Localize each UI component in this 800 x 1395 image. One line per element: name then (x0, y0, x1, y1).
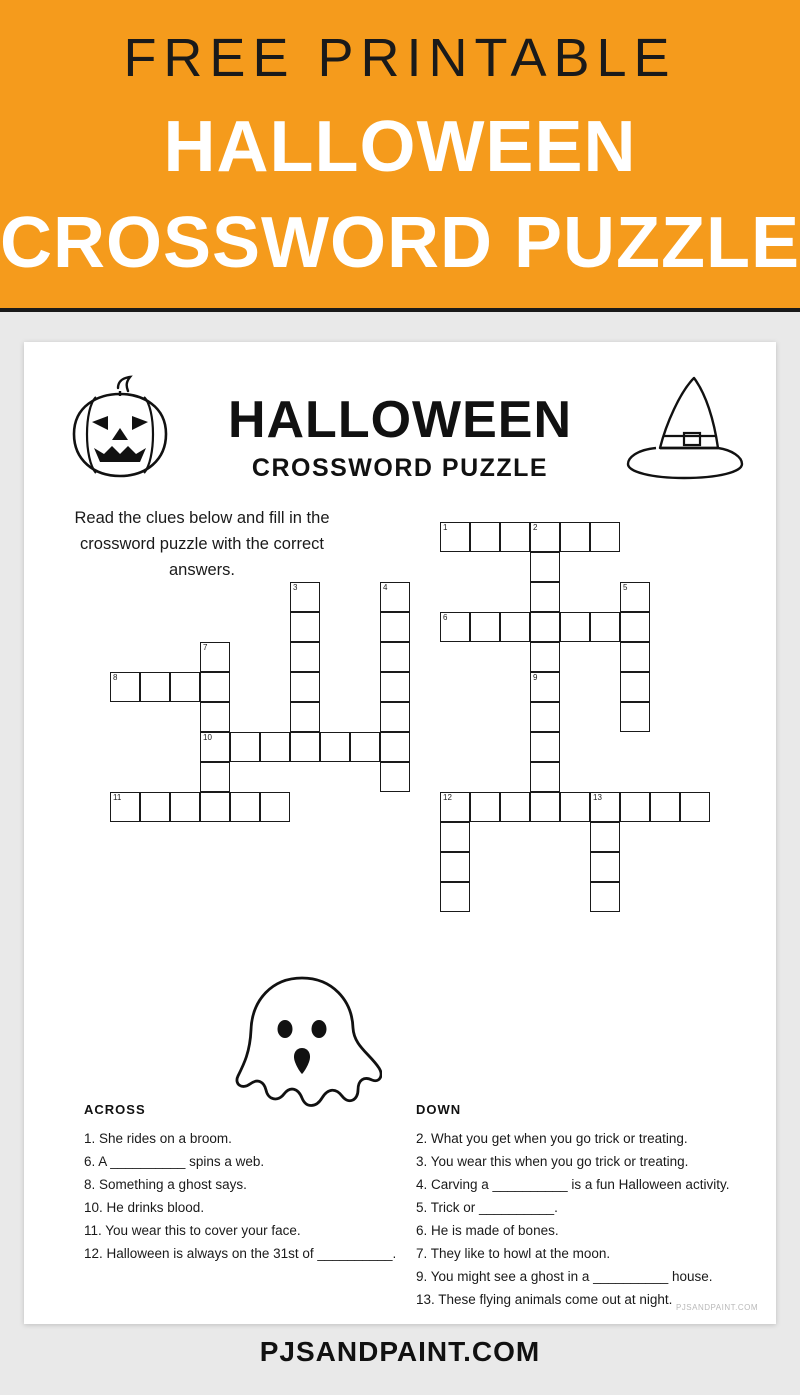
crossword-cell[interactable] (140, 792, 170, 822)
crossword-cell[interactable] (530, 792, 560, 822)
crossword-cell[interactable] (470, 792, 500, 822)
crossword-cell[interactable] (500, 792, 530, 822)
crossword-cell-number: 3 (293, 583, 298, 592)
crossword-cell[interactable] (530, 702, 560, 732)
crossword-cell[interactable] (380, 582, 410, 612)
worksheet-title: HALLOWEEN (227, 391, 573, 449)
crossword-cell[interactable] (470, 612, 500, 642)
clue-item: 7. They like to howl at the moon. (416, 1246, 611, 1261)
crossword-cell[interactable] (590, 882, 620, 912)
crossword-cell[interactable] (470, 522, 500, 552)
crossword-cell[interactable] (560, 612, 590, 642)
worksheet-instructions: Read the clues below and fill in the crossword puzzle with the correct answers. (74, 509, 330, 579)
clue-item: 9. You might see a ghost in a __________ house. (416, 1269, 713, 1284)
crossword-cell[interactable] (290, 642, 320, 672)
crossword-cell[interactable] (590, 852, 620, 882)
crossword-cell[interactable] (380, 732, 410, 762)
clue-item: 10. He drinks blood. (84, 1200, 205, 1215)
crossword-cell[interactable] (440, 822, 470, 852)
crossword-cell[interactable] (590, 792, 620, 822)
crossword-cell[interactable] (530, 642, 560, 672)
watermark: PJSANDPAINT.COM (675, 1303, 758, 1312)
crossword-cell[interactable] (440, 792, 470, 822)
crossword-cell[interactable] (530, 612, 560, 642)
clue-item: 2. What you get when you go trick or treating. (416, 1131, 688, 1146)
clue-item: 12. Halloween is always on the 31st of __________. (84, 1246, 397, 1261)
clue-item: 6. A __________ spins a web. (84, 1154, 265, 1169)
crossword-cell[interactable] (110, 792, 140, 822)
crossword-cell-number: 10 (203, 733, 212, 742)
crossword-cell[interactable] (200, 732, 230, 762)
crossword-cell[interactable] (440, 522, 470, 552)
crossword-cell[interactable] (140, 672, 170, 702)
clues-down-heading: DOWN (416, 1102, 462, 1117)
crossword-cell-number: 6 (443, 613, 448, 622)
crossword-cell[interactable] (650, 792, 680, 822)
crossword-cell[interactable] (500, 612, 530, 642)
crossword-cell-number: 11 (113, 793, 122, 802)
crossword-cell[interactable] (290, 582, 320, 612)
crossword-cell[interactable] (530, 522, 560, 552)
banner-line-free-printable: FREE PRINTABLE (123, 28, 677, 88)
crossword-cell[interactable] (350, 732, 380, 762)
crossword-cell[interactable] (590, 822, 620, 852)
jack-o-lantern-icon (60, 374, 180, 484)
crossword-cell[interactable] (290, 732, 320, 762)
crossword-cell-number: 13 (593, 793, 602, 802)
crossword-cell[interactable] (620, 582, 650, 612)
crossword-cell[interactable] (620, 642, 650, 672)
banner-line-halloween: HALLOWEEN (163, 107, 637, 187)
crossword-cell[interactable] (200, 642, 230, 672)
crossword-cell[interactable] (320, 732, 350, 762)
clue-item: 8. Something a ghost says. (84, 1177, 247, 1192)
crossword-cell-number: 12 (443, 793, 452, 802)
clue-item: 1. She rides on a broom. (84, 1131, 232, 1146)
crossword-cell[interactable] (200, 672, 230, 702)
clues-across (84, 1102, 414, 1265)
clues-down (416, 1102, 746, 1311)
crossword-cell[interactable] (260, 792, 290, 822)
witch-hat-icon (622, 370, 750, 490)
crossword-cell[interactable] (110, 672, 140, 702)
crossword-cell[interactable] (290, 672, 320, 702)
clue-item: 5. Trick or __________. (416, 1200, 558, 1215)
crossword-cell[interactable] (530, 732, 560, 762)
crossword-cell[interactable] (440, 612, 470, 642)
crossword-cell[interactable] (530, 672, 560, 702)
clue-item: 13. These flying animals come out at night. (416, 1292, 673, 1307)
crossword-cell[interactable] (440, 852, 470, 882)
crossword-cell[interactable] (380, 642, 410, 672)
crossword-cell[interactable] (380, 612, 410, 642)
crossword-cell[interactable] (530, 582, 560, 612)
crossword-cell[interactable] (560, 522, 590, 552)
crossword-cell[interactable] (560, 792, 590, 822)
crossword-cell[interactable] (590, 612, 620, 642)
crossword-cell[interactable] (680, 792, 710, 822)
banner-line-crossword-puzzle: CROSSWORD PUZZLE (0, 203, 800, 283)
crossword-cell[interactable] (290, 612, 320, 642)
crossword-cell[interactable] (200, 762, 230, 792)
crossword-cell[interactable] (380, 762, 410, 792)
clue-item: 6. He is made of bones. (416, 1223, 559, 1238)
crossword-cell-number: 4 (383, 583, 388, 592)
crossword-cell[interactable] (200, 702, 230, 732)
crossword-cell-number: 5 (623, 583, 628, 592)
crossword-cell[interactable] (230, 732, 260, 762)
footer-site-name: PJSANDPAINT.COM (259, 1336, 541, 1367)
ghost-icon (222, 972, 382, 1122)
crossword-cell-number: 2 (533, 523, 538, 532)
crossword-cell[interactable] (170, 672, 200, 702)
crossword-cell[interactable] (440, 882, 470, 912)
crossword-cell[interactable] (530, 552, 560, 582)
crossword-cell[interactable] (620, 612, 650, 642)
crossword-cell-number: 8 (113, 673, 118, 682)
crossword-cell[interactable] (620, 702, 650, 732)
crossword-cell[interactable] (590, 522, 620, 552)
clue-item: 11. You wear this to cover your face. (84, 1223, 301, 1238)
worksheet-subtitle: CROSSWORD PUZZLE (251, 454, 549, 482)
crossword-cell[interactable] (200, 792, 230, 822)
crossword-cell[interactable] (530, 762, 560, 792)
crossword-cell-number: 9 (533, 673, 538, 682)
crossword-cell-number: 1 (443, 523, 448, 532)
clue-item: 4. Carving a __________ is a fun Halloween activity. (416, 1177, 730, 1192)
printable-worksheet (24, 342, 776, 1324)
crossword-cell[interactable] (380, 702, 410, 732)
crossword-cell-number: 7 (203, 643, 208, 652)
crossword-cell[interactable] (380, 672, 410, 702)
crossword-cell[interactable] (290, 702, 320, 732)
crossword-cell[interactable] (500, 522, 530, 552)
clue-item: 3. You wear this when you go trick or treating. (416, 1154, 689, 1169)
crossword-cell[interactable] (620, 672, 650, 702)
crossword-cell[interactable] (620, 792, 650, 822)
clues-across-heading: ACROSS (84, 1102, 146, 1117)
crossword-cell[interactable] (260, 732, 290, 762)
crossword-cell[interactable] (170, 792, 200, 822)
crossword-cell[interactable] (230, 792, 260, 822)
